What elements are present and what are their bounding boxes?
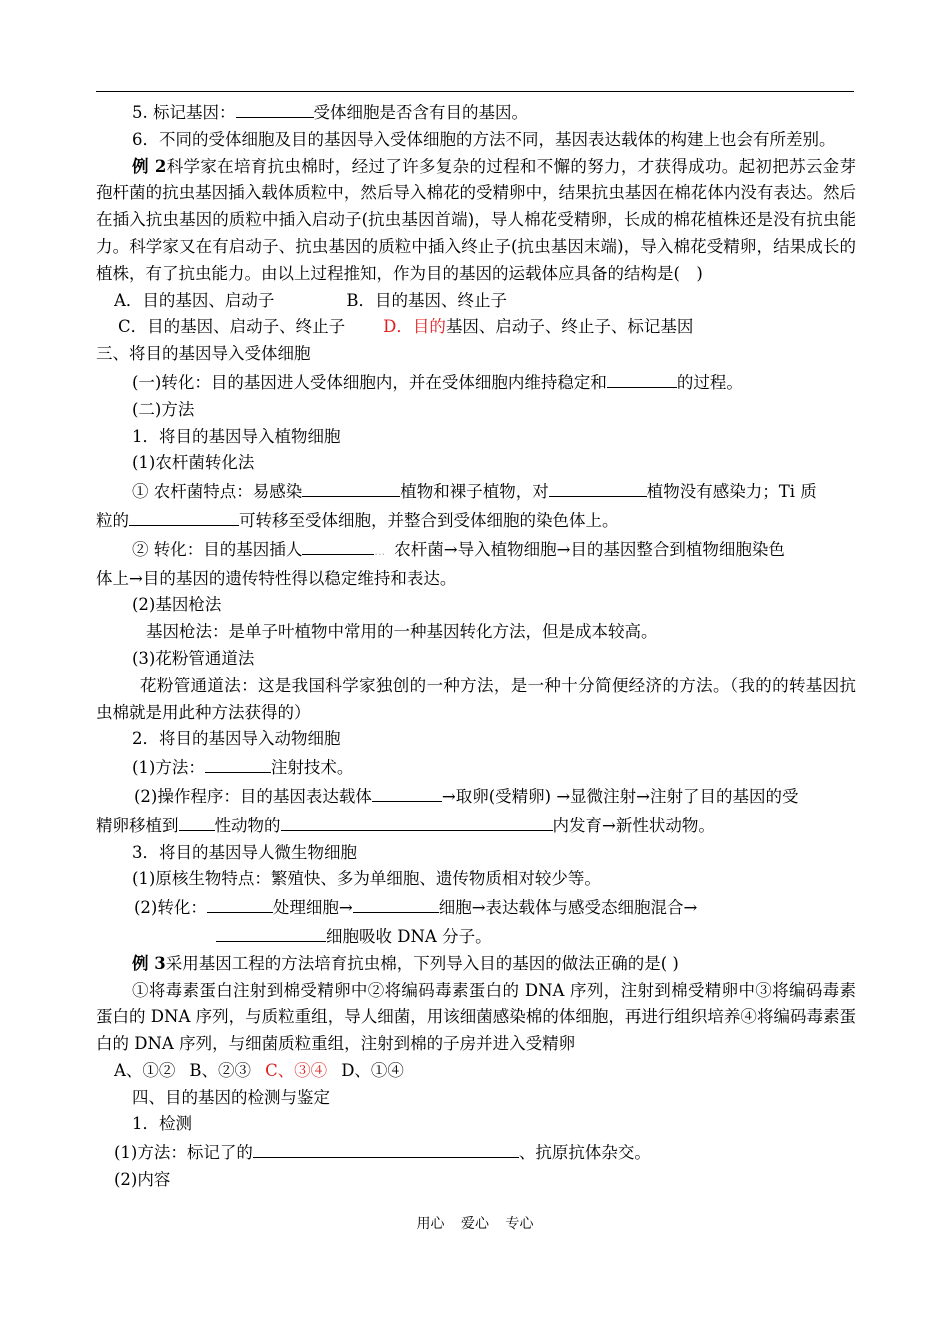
text: 植物没有感染力；Ti 质 [646,482,817,502]
method-3-heading: 3．将目的基因导人微生物细胞 [132,842,357,862]
text: 粒的 [96,510,129,530]
agrobacterium-transform [96,535,856,566]
text: →取卵(受精卵) →显微注射→注射了目的基因的受 [441,786,799,806]
detection-content: (2)内容 [114,1170,171,1190]
method-2-2 [96,782,856,811]
section-3-transform [96,368,856,397]
text: 处理细胞→ [272,898,353,918]
text: 农杆菌→导入植物细胞→目的基因整合到植物细胞染色 [394,539,785,559]
fill-blank[interactable] [129,506,239,526]
agrobacterium-transform-cont: 体上→目的基因的遗传特性得以稳定维持和表达。 [96,568,457,588]
fill-blank[interactable] [372,782,442,802]
text: ① 农杆菌特点：易感染 [132,482,303,502]
document-body [96,98,856,1194]
fill-blank[interactable] [549,477,647,497]
text: (2)转化： [134,898,207,918]
option-c-answer: C、③④ [265,1060,328,1080]
example-label: 例 2 [132,156,167,176]
method-1-2: (2)基因枪法 [132,595,222,615]
option-a: A、①② [114,1060,176,1080]
option-d: D、①④ [341,1060,404,1080]
text: ② 转化：目的基因插人 [132,539,303,559]
fill-blank[interactable] [281,811,553,831]
fill-blank[interactable] [179,811,215,831]
text: 内发育→新性状动物。 [552,815,715,835]
agrobacterium-traits [96,477,856,506]
text: 受体细胞是否含有目的基因。 [313,103,528,122]
smudge-mark: … [374,544,386,558]
section-4-heading: 四、目的基因的检测与鉴定 [132,1087,330,1107]
method-1-heading: 1．将目的基因导入植物细胞 [132,426,341,446]
method-3-1: (1)原核生物特点：繁殖快、多为单细胞、遗传物质相对较少等。 [132,869,601,889]
fill-blank[interactable] [205,753,271,773]
text: 植物和裸子植物，对 [400,482,549,502]
option-b: B．目的基因、终止子 [346,290,508,310]
fill-blank[interactable] [302,477,400,497]
footer-text: 爱心 [461,1216,489,1232]
method-2-2-cont [96,811,856,840]
gene-gun-text: 基因枪法：是单子叶植物中常用的一种基因转化方法，但是成本较高。 [146,622,658,642]
example-3 [96,951,856,978]
text: 细胞吸收 DNA 分子。 [326,926,492,946]
fill-blank[interactable] [353,893,439,913]
example-3-body: ①将毒素蛋白注射到棉受精卵中②将编码毒素蛋白的 DNA 序列，注射到棉受精卵中③将编码毒素蛋白的 DNA 序列，与质粒重组，导人细菌，用该细菌感染棉的体细胞，再进行组织培养④将编码毒素蛋白的 DNA 序列，与细菌质粒重组，注射到棉的子房并进入受精卵 [96,980,856,1054]
method-2-heading: 2．将目的基因导入动物细胞 [132,729,341,749]
pollen-tube-text: 花粉管通道法：这是我国科学家独创的一种方法，是一种十分简便经济的方法。（我的的转基因抗虫棉就是用此种方法获得的） [96,675,856,722]
text: (一)转化：目的基因进人受体细胞内，并在受体细胞内维持稳定和 [132,372,607,392]
option-b: B、②③ [189,1060,252,1080]
example-label: 例 3 [132,953,166,973]
method-1-3: (3)花粉管通道法 [132,648,255,668]
method-3-2-cont [96,922,856,951]
text: (1)方法： [132,758,205,778]
footer-text: 用心 [416,1216,445,1232]
option-d-answer: D．目的 [383,317,446,337]
options-row-2 [96,314,856,341]
item-5 [96,98,856,127]
option-d-rest: 基因、启动子、终止子、标记基因 [445,317,694,337]
fill-blank[interactable] [207,893,273,913]
section-3-heading: 三、将目的基因导入受体细胞 [96,344,311,364]
header-rule [96,91,854,92]
text: 细胞→表达载体与感受态细胞混合→ [438,898,698,918]
agrobacterium-traits-cont [96,506,856,535]
fill-blank[interactable] [302,535,374,555]
text: 性动物的 [214,815,281,835]
option-c: C．目的基因、启动子、终止子 [118,317,346,337]
text: (1)方法：标记了的 [114,1143,253,1163]
detection-heading: 1．检测 [132,1114,192,1134]
fill-blank[interactable] [607,368,677,388]
text: 精卵移植到 [96,815,179,835]
text: (2)操作程序：目的基因表达载体 [134,786,372,806]
item-6: 6．不同的受体细胞及目的基因导入受体细胞的方法不同，基因表达载体的构建上也会有所差别。 [132,129,836,149]
footer-text: 专心 [505,1216,534,1232]
method-2-1 [96,753,856,782]
fill-blank[interactable] [253,1138,519,1158]
text: 、抗原抗体杂交。 [518,1143,651,1163]
page-footer [0,1213,950,1233]
section-3-methods: (二)方法 [132,399,195,419]
option-a: A．目的基因、启动子 [114,290,275,310]
fill-blank[interactable] [216,922,326,942]
text: 注射技术。 [270,758,354,778]
options-row-1 [96,288,856,315]
example-2 [96,154,856,288]
example-text: 科学家在培育抗虫棉时，经过了许多复杂的过程和不懈的努力，才获得成功。起初把苏云金芽孢杆菌的抗虫基因插入载体质粒中，然后导入棉花的受精卵中，结果抗虫基因在棉花体内没有表达。然后在插入抗虫基因的质粒中插入启动子(抗虫基因首端)，导人棉花受精卵，长成的棉花植株还是没有抗虫能力。科学家又在有启动子、抗虫基因的质粒中插入终止子(抗虫基因末端)，导入棉花受精卵，结果成长的植株，有了抗虫能力。由以上过程推知，作为目的基因的运载体应具备的结构是( ) [96,156,857,283]
text: 可转移至受体细胞，并整合到受体细胞的染色体上。 [239,510,619,530]
text: 5. 标记基因： [132,103,236,122]
method-1-1: (1)农杆菌转化法 [132,453,255,473]
detection-method [96,1138,856,1167]
method-3-2 [96,893,856,922]
example-text: 采用基因工程的方法培育抗虫棉，下列导入目的基因的做法正确的是( ) [165,953,679,973]
example-3-options [96,1058,856,1085]
fill-blank[interactable] [236,98,314,118]
text: 的过程。 [676,372,743,392]
